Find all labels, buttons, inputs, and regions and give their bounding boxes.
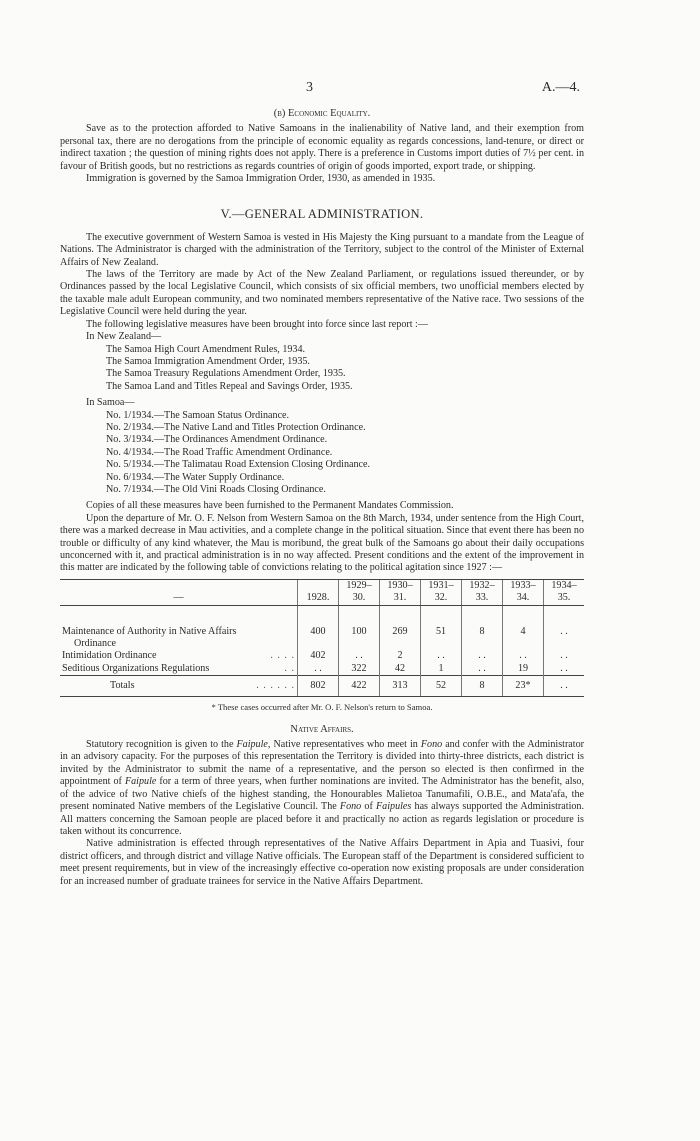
new-zealand-heading: In New Zealand— <box>86 331 162 343</box>
table-cell: 23* <box>503 676 544 697</box>
list-item: The Samoa Land and Titles Repeal and Savings Order, 1935. <box>106 380 353 392</box>
table-cell: 402 <box>298 650 339 662</box>
general-paragraph-1: The executive government of Western Samoa is vested in His Majesty the King pursuant to a mandate from the League of Nations. The Administrator is charged with the administration of the Territory, subject to the control of the Minister of External Affairs of New Zealand. <box>60 231 584 268</box>
list-item: No. 6/1934.—The Water Supply Ordinance. <box>106 471 285 483</box>
column-header: 1933–34. <box>503 579 544 605</box>
table-cell: . . <box>544 663 585 676</box>
table-row <box>60 663 584 676</box>
samoa-heading: In Samoa— <box>86 397 135 409</box>
document-reference: A.—4. <box>541 80 580 95</box>
table-cell: 19 <box>503 663 544 676</box>
table-cell: 802 <box>298 676 339 697</box>
column-header: 1934–35. <box>544 579 585 605</box>
samoa-measures-list <box>60 410 584 497</box>
table-cell: 322 <box>339 663 380 676</box>
list-item: The Samoa High Court Amendment Rules, 1934. <box>106 343 306 355</box>
table-cell: . . <box>503 650 544 662</box>
table-cell: . . <box>544 626 585 638</box>
table-cell: 8 <box>462 626 503 638</box>
general-paragraph-5: Upon the departure of Mr. O. F. Nelson from Western Samoa on the 8th March, 1934, under sentence from the High Court, there was a marked decrease in Mau activities, and a complete change in the political situation. Since that event there has been no trouble or difficulty of any kind whatever, the Mau is moribund, the great bulk of the Samoans go about their daily occupations unconcerned with it, and practical administration is in no way affected. Present conditions and the extent of the improvement in this matter are indicated by the following table of convictions relating to the political agitation since 1927 :— <box>60 512 584 574</box>
list-item: The Samoa Treasury Regulations Amendment Order, 1935. <box>106 368 346 380</box>
table-cell: . . <box>421 650 462 662</box>
page-number: 3 <box>306 80 313 95</box>
table-cell: . . <box>462 650 503 662</box>
native-affairs-heading: Native Affairs. <box>290 723 354 735</box>
table-cell: . . <box>544 676 585 697</box>
table-cell: 2 <box>380 650 421 662</box>
general-paragraph-2: The laws of the Territory are made by Act of the New Zealand Parliament, or regulations issued thereunder, or by Ordinances passed by the local Legislative Council, which consists of six official members, two unofficial members elected by the taxable male adult European community, and two nominated members representative of the Native race. Two sessions of the Legislative Council were held during the year. <box>60 269 584 318</box>
list-item: No. 4/1934.—The Road Traffic Amendment Ordinance. <box>106 446 333 458</box>
column-header: 1930–31. <box>380 579 421 605</box>
table-cell: 313 <box>380 676 421 697</box>
economic-paragraph-1: Save as to the protection afforded to Native Samoans in the inalienability of Native land, and their exemption from personal tax, there are no derogations from the principle of economic equality as regards concessions, land-tenure, or direct or indirect taxation ; the question of mining rights does not apply. There is a preference in Customs import duties of 7½ per cent. in favour of British goods, but no restrictions as regards countries of origin of goods imported, export trade, or shipping. <box>60 123 584 172</box>
table-spacer-row <box>60 605 584 626</box>
document-body <box>60 108 584 888</box>
table-footnote: * These cases occurred after Mr. O. F. Nelson's return to Samoa. <box>211 702 433 713</box>
list-item: No. 1/1934.—The Samoan Status Ordinance. <box>106 409 290 421</box>
totals-row <box>60 676 584 697</box>
table-cell: . . <box>298 663 339 676</box>
table-row-continuation <box>60 638 584 650</box>
general-paragraph-3: The following legislative measures have been brought into force since last report :— <box>86 318 428 330</box>
convictions-table <box>60 579 584 697</box>
general-paragraph-4: Copies of all these measures have been furnished to the Permanent Mandates Commission. <box>86 500 454 512</box>
list-item: No. 5/1934.—The Talimatau Road Extension Closing Ordinance. <box>106 459 371 471</box>
list-item: No. 3/1934.—The Ordinances Amendment Ordinance. <box>106 434 328 446</box>
table-cell: 100 <box>339 626 380 638</box>
row-label: Seditious Organizations Regulations . . <box>62 662 295 674</box>
general-administration-title: V.—GENERAL ADMINISTRATION. <box>220 207 424 222</box>
table-cell: 4 <box>503 626 544 638</box>
column-header: 1928. <box>298 579 339 605</box>
native-paragraph-1: Statutory recognition is given to the Faipule, Native representatives who meet in Fono and confer with the Administrator in an advisory capacity. For the purposes of this representation the Territory is divided into thirty-three districts, each district is invited by the Administrator to submit the name of a representative, and the person so elected is then confirmed in the appointment of Faipule for a term of three years, when further nominations are invited. The Administrator has the benefit, also, of the advice of two Native chiefs of the highest standing, the Honourables Malietoa Tanumafili, O.B.E., and Mata'afa, the present nominated Native members of the Legislative Council. The Fono of Faipules has always supported the Administration. All matters concerning the Samoan people are placed before it and practically no action as regards legislation or procedure is taken without its concurrence. <box>60 739 584 837</box>
table-cell: . . <box>462 663 503 676</box>
table-cell: 8 <box>462 676 503 697</box>
column-header: 1929–30. <box>339 579 380 605</box>
column-header: 1931–32. <box>421 579 462 605</box>
table-cell: 51 <box>421 626 462 638</box>
economic-equality-heading: (b) Economic Equality. <box>273 108 371 119</box>
native-paragraph-2: Native administration is effected through representatives of the Native Affairs Department in Apia and Tuasivi, four district officers, and through district and village Native officials. The European staff of the Department is considered sufficient to meet present requirements, but in view of the increasingly effective co-operation now existing proposals are under consideration for an increased number of graduate trainees for service in the Native Affairs Department. <box>60 838 584 887</box>
table-cell: . . <box>339 650 380 662</box>
table-corner: — <box>60 579 298 605</box>
row-label-continuation: Ordinance <box>74 638 117 650</box>
table-row <box>60 626 584 638</box>
table-cell: 269 <box>380 626 421 638</box>
list-item: No. 7/1934.—The Old Vini Roads Closing Ordinance. <box>106 483 326 495</box>
table-cell: 42 <box>380 663 421 676</box>
table-cell: 52 <box>421 676 462 697</box>
table-cell: 422 <box>339 676 380 697</box>
column-header: 1932–33. <box>462 579 503 605</box>
table-cell: . . <box>544 650 585 662</box>
table-header-row <box>60 579 584 605</box>
row-label: Maintenance of Authority in Native Affairs <box>62 625 237 637</box>
totals-label: Totals . . . . . . <box>60 676 298 697</box>
list-item: The Samoa Immigration Amendment Order, 1935. <box>106 355 310 367</box>
new-zealand-measures-list <box>60 344 584 394</box>
economic-paragraph-2: Immigration is governed by the Samoa Immigration Order, 1930, as amended in 1935. <box>86 173 436 185</box>
table-cell: 1 <box>421 663 462 676</box>
table-cell: 400 <box>298 626 339 638</box>
table-row <box>60 650 584 662</box>
list-item: No. 2/1934.—The Native Land and Titles Protection Ordinance. <box>106 421 366 433</box>
row-label: Intimidation Ordinance . . . . <box>62 650 295 662</box>
